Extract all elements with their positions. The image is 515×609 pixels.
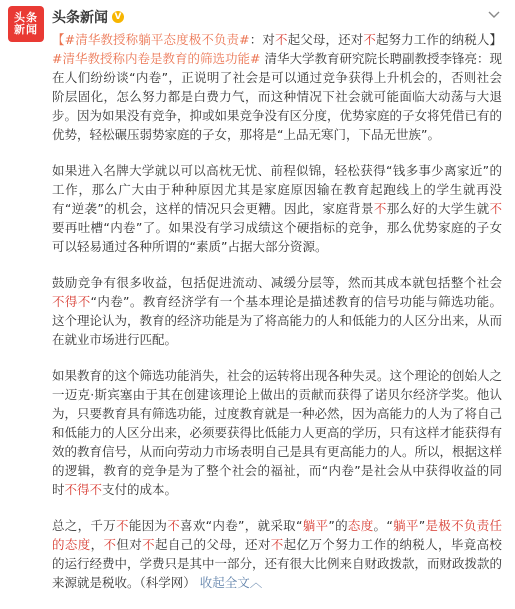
keyword-highlight: 不得不 <box>64 482 103 497</box>
text: 起亿万个努力工作的纳税人，毕竟高校的运行经费中，学费只是其中一部分，还有很大比例来自财政拨款，而财政拨款的来源就是税收。 <box>52 537 503 590</box>
source-label: （科学网） <box>139 575 196 590</box>
keyword-highlight: 不 <box>489 201 502 216</box>
text: 支付的成本。 <box>102 482 178 497</box>
text: 起自己的父母，还对 <box>154 537 271 552</box>
paragraph-5 <box>52 516 502 592</box>
collapse-link[interactable] <box>200 575 263 590</box>
keyword-highlight: 不 <box>275 32 288 47</box>
paragraph-1 <box>52 30 502 144</box>
text: 如果教育的这个筛选功能消失，社会的运转将出现各种失灵。这个理论的创始人之一迈克·斯宾塞由于其在创建该理论上做出的贡献而获得了诺贝尔经济学奖。他认为，只要教育具有筛选功能，过度教育就是一种必然，因为高能力的人为了将自己和低能力的人区分出来，必须要获得比低能力人更高的学历，只有这样才能获得有效的教育信号，从而向劳动力市场表明自己是具有更高能力的人。所以，根据这样的逻辑，教育的竞争是为了整个社会的福祉，而“内卷”是社会从中获得收益的同时 <box>52 368 503 497</box>
text: ” <box>418 518 426 533</box>
text: 但对 <box>116 537 143 552</box>
text: ”的 <box>328 518 348 533</box>
collapse-arrow-icon: ︿ <box>249 575 263 590</box>
author-row <box>52 7 124 27</box>
text: 起努力工作的纳税人】 <box>375 32 502 47</box>
collapse-label: 收起全文 <box>199 575 250 590</box>
hashtag-link[interactable]: 【#清华教授称躺平态度极不负责# <box>52 32 250 47</box>
text: ， <box>90 537 104 552</box>
text: 鼓励竞争有很多收益，包括促进流动、减缓分层等，然而其成本就包括整个社会 <box>52 275 502 290</box>
text: 能因为 <box>128 518 168 533</box>
paragraph-4 <box>52 366 502 499</box>
avatar-text-line-2: 新闻 <box>14 23 38 36</box>
chevron-down-icon[interactable] <box>487 8 501 22</box>
keyword-highlight: 不 <box>142 537 155 552</box>
keyword-highlight: 不得不 <box>52 294 91 309</box>
text: 那么好的大学生就 <box>386 201 490 216</box>
text: 。“ <box>373 518 393 533</box>
text: 起父母，还对 <box>287 32 364 47</box>
text: 要再吐槽“内卷”了。如果没有学习成绩这个硬指标的竞争，那么优势家庭的子女可以轻易通过各种所谓的“素质”占据大部分资源。 <box>52 220 502 254</box>
paragraph-2 <box>52 161 502 256</box>
text: “内卷”。教育经济学有一个基本理论是描述教育的信号功能与筛选功能。这个理论认为，教育的经济功能是为了将高能力的人和低能力的人区分出来，从而在就业市场进行匹配。 <box>52 294 503 347</box>
keyword-highlight: 躺平 <box>392 518 419 533</box>
keyword-highlight: 不 <box>373 201 387 216</box>
hashtag-link[interactable]: #清华教授称内卷是教育的筛选功能# <box>52 51 261 66</box>
text: 喜欢“内卷”，就采取“ <box>180 518 303 533</box>
keyword-highlight: 不 <box>363 32 376 47</box>
keyword-highlight: 不 <box>103 537 117 552</box>
keyword-highlight: 不 <box>167 518 181 533</box>
keyword-highlight: 躺平 <box>302 518 329 533</box>
keyword-highlight: 不 <box>116 518 129 533</box>
keyword-highlight: 是极不负责任的态度 <box>52 518 502 552</box>
keyword-highlight: 不 <box>270 537 284 552</box>
author-name[interactable]: 头条新闻 <box>52 10 108 26</box>
avatar[interactable] <box>8 6 44 42</box>
text: 清华大学教育研究院长聘副教授李锋亮：现在人们纷纷谈“内卷”，正说明了社会是可以通过竞争获得上升机会的，否则社会阶层固化，怎么努力都是白费力气，而这种情况下社会就可能面临大动荡与大退步。因为如果没有竞争，抑或如果竞争没有区分度，优势家庭的子女将凭借已有的优势，轻松碾压弱势家庭的子女，那将是“上品无寒门，下品无世族”。 <box>52 51 503 142</box>
text: 如果进入名牌大学就以可以高枕无忧、前程似锦，轻松获得“钱多事少离家近”的工作，那么广大由于种种原因尤其是家庭原因输在教育起跑线上的学生就再没有“逆袭”的机会，这样的情况只会更糟。因此，家庭背景 <box>52 163 502 216</box>
avatar-text-line-1: 头条 <box>14 11 38 24</box>
post-content <box>52 30 502 609</box>
verified-badge-icon: V <box>112 11 124 23</box>
text: ：对 <box>249 32 275 47</box>
paragraph-3 <box>52 273 502 349</box>
text: 总之，千万 <box>52 518 116 533</box>
keyword-highlight: 态度 <box>347 518 374 533</box>
